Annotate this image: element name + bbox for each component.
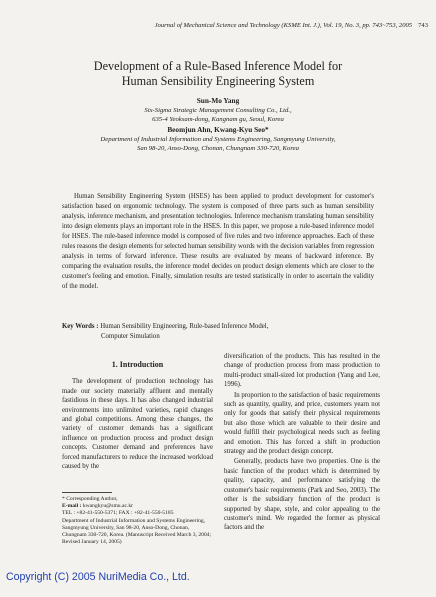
paper-title xyxy=(40,59,396,89)
section-heading-introduction: 1. Introduction xyxy=(111,360,164,369)
corresponding-author-footnote xyxy=(62,492,213,546)
footnote-tel: TEL : +82-41-550-5371; FAX : +82-41-550-5185 xyxy=(62,510,174,517)
title-line-1: Development of a Rule-Based Inference Model for xyxy=(93,59,343,73)
author-block xyxy=(40,96,396,154)
affiliation-2-line-1: Department of Industrial Information and Systems Engineering, Sangmyung University, xyxy=(100,135,336,143)
affiliation-1-line-2: 635-4 Yeoksam-dong, Kangnam gu, Seoul, Korea xyxy=(152,116,284,124)
keywords-line-2: Computer Simulation xyxy=(101,333,160,340)
footnote-email-line xyxy=(62,503,213,510)
running-header xyxy=(62,22,428,29)
keywords xyxy=(62,322,374,342)
affiliation-1-line-1: Six-Sigma Strategic Management Consulting Co., Ltd., xyxy=(144,107,292,114)
left-column xyxy=(62,360,213,471)
copyright-notice: Copyright (C) 2005 NuriMedia Co., Ltd. xyxy=(6,571,190,583)
title-line-2: Human Sensibility Engineering System xyxy=(121,74,315,88)
footnote-rule xyxy=(62,492,112,493)
affiliation-2-line-2: San 98-20, Anso-Dong, Chonan, Chungnam 330-720, Korea xyxy=(137,145,299,153)
footnote-email-label: E-mail : xyxy=(62,503,82,510)
keywords-label: Key Words : xyxy=(62,323,99,330)
author-name-1: Sun-Mo Yang xyxy=(196,96,240,105)
abstract: Human Sensibility Engineering System (HSES) has been applied to product development for customer's satisfaction based on ergonomic technology. The system is composed of three parts such as human sensibility analysis, inference mechanism, and presentation technologies. Inference mechanism translating human sensibility into design elements plays an important role in the HSES. In this paper, we propose a rule-based inference model for HSES. The rule-based inference model is composed of five rules and two inference approaches. Each of these rules reasons the design elements for selected human sensibility words with the decision variables from regression analysis in terms of forward inference. These results are evaluated by means of backward inference. By comparing the evaluation results, the inference model decides on product design elements which are closer to the customer's feeling and emotion. Finally, simulation results are tested statistically in order to ascertain the validity of the model. xyxy=(62,192,374,290)
footnote-department: Department of Industrial Information and Systems Engineering, Sangmyung University, San 98-20, Anso-Dong, Chonan, Chungnam 330-720, Korea. (Manuscript Received March 3, 2004; Revised January 14, 2005) xyxy=(62,517,212,546)
intro-paragraph-1: The development of production technology has made our society materially affluent and mentally fastidious in these days. It has also changed industrial environments into unlimited varieties, rapid changes and global competitions. Among these changes, the variety of customer demands has a significant influence on production process and product design concepts. Customer demand and preferences have forced manufacturers to reduce the increased workload caused by the xyxy=(62,378,213,471)
keywords-line-1: Human Sensibility Engineering, Rule-based Inference Model, xyxy=(100,323,269,330)
right-column xyxy=(224,352,380,533)
footnote-email: kwangkyu@smu.ac.kr xyxy=(82,503,134,510)
footnote-corresponding: * Corresponding Author, xyxy=(62,496,118,502)
page-number: 743 xyxy=(418,22,428,29)
running-head-text: Journal of Mechanical Science and Technology (KSME Int. J.), Vol. 19, No. 3, pp. 743~753, 2005 xyxy=(154,22,413,29)
author-name-2: Beomjun Ahn, Kwang-Kyu Seo* xyxy=(167,124,269,134)
intro-paragraph-2: diversification of the products. This has resulted in the change of production process from mass production to multi-product small-sized lot production (Yang and Lee, 1996). xyxy=(224,353,380,389)
intro-paragraph-3: In proportion to the satisfaction of basic requirements such as quantity, quality, and price, customers yearn not only for goods that satisfy their physical requirements but also those which are valuable to their desire and would fulfill their psychological needs such as feeling and emotion. This has forced a shift in production strategy and the product design concept. xyxy=(224,391,380,456)
intro-paragraph-4: Generally, products have two properties. One is the basic function of the product which is determined by quality, capacity, and performance satisfying the customer's basic requirements (Park and Seo, 2003). The other is the subsidiary function of the product is supported by shape, style, and color appealing to the customer's mind. We regarded the former as physical factors and the xyxy=(224,458,380,532)
